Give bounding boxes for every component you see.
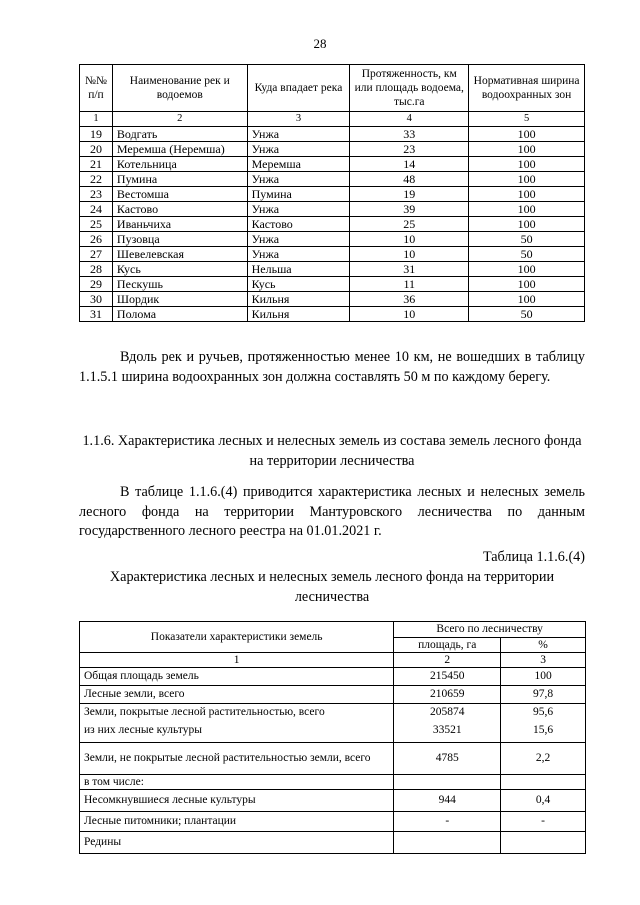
column-numbers-row [80, 653, 586, 668]
table-row [80, 812, 586, 832]
column-numbers-row [80, 112, 585, 127]
row-number: 22 [80, 172, 113, 187]
table-row [80, 202, 585, 217]
header-flows-into: Куда впадает река [247, 65, 350, 112]
indicator-label: Общая площадь земель [80, 668, 394, 686]
table-row [80, 172, 585, 187]
length-value: 48 [350, 172, 469, 187]
area-value: 210659 [394, 686, 501, 704]
page-number: 28 [313, 36, 327, 51]
length-value: 36 [350, 292, 469, 307]
table-row [80, 307, 585, 322]
percent-value: 95,6 [533, 706, 554, 718]
percent-value [501, 775, 586, 790]
row-number: 24 [80, 202, 113, 217]
river-name: Вестомша [112, 187, 247, 202]
percent-value: 2,2 [501, 743, 586, 775]
row-number: 27 [80, 247, 113, 262]
indicator-label-group [80, 704, 394, 743]
zone-width-value: 100 [469, 277, 585, 292]
zone-width-value: 50 [469, 307, 585, 322]
lands-table [79, 621, 586, 854]
paragraph-water-zones: Вдоль рек и ручьев, протяженностью менее 10 км, не вошедших в таблицу 1.1.5.1 ширина водоохранных зон должна составлять 50 м по каждому берегу. [79, 349, 585, 385]
flows-into: Кусь [247, 277, 350, 292]
indicator-label: Лесные питомники; плантации [80, 812, 394, 832]
row-number: 23 [80, 187, 113, 202]
flows-into: Кильня [247, 292, 350, 307]
percent-value-group [501, 704, 586, 743]
zone-width-value: 50 [469, 247, 585, 262]
table-row [80, 704, 586, 743]
row-number: 28 [80, 262, 113, 277]
row-number: 20 [80, 142, 113, 157]
area-value [394, 832, 501, 854]
column-number: 3 [501, 653, 586, 668]
header-length: Протяженность, км или площадь водоема, тыс.га [350, 65, 469, 112]
river-name: Пузовца [112, 232, 247, 247]
percent-value [501, 832, 586, 854]
area-value: 33521 [432, 724, 462, 736]
row-number: 31 [80, 307, 113, 322]
area-value: 215450 [394, 668, 501, 686]
indicator-label: из них лесные культуры [84, 724, 202, 736]
length-value: 10 [350, 232, 469, 247]
flows-into: Унжа [247, 202, 350, 217]
river-name: Пескушь [112, 277, 247, 292]
flows-into: Унжа [247, 127, 350, 142]
table-row [80, 247, 585, 262]
row-number: 21 [80, 157, 113, 172]
indicator-label: в том числе: [80, 775, 394, 790]
column-number: 4 [350, 112, 469, 127]
column-number: 2 [112, 112, 247, 127]
length-value: 31 [350, 262, 469, 277]
percent-value: - [501, 812, 586, 832]
zone-width-value: 100 [469, 172, 585, 187]
table-row [80, 232, 585, 247]
river-name: Пумина [112, 172, 247, 187]
river-name: Котельница [112, 157, 247, 172]
length-value: 39 [350, 202, 469, 217]
percent-value: 15,6 [533, 724, 554, 736]
zone-width-value: 100 [469, 157, 585, 172]
area-value [394, 775, 501, 790]
row-number: 30 [80, 292, 113, 307]
river-name: Иваньчиха [112, 217, 247, 232]
flows-into: Унжа [247, 232, 350, 247]
indicator-label: Несомкнувшиеся лесные культуры [80, 790, 394, 812]
indicator-label: Редины [80, 832, 394, 854]
table-row [80, 262, 585, 277]
zone-width-value: 50 [469, 232, 585, 247]
length-value: 14 [350, 157, 469, 172]
zone-width-value: 100 [469, 292, 585, 307]
indicator-label: Земли, не покрытые лесной растительностью земли, всего [80, 743, 394, 775]
area-value: 944 [394, 790, 501, 812]
flows-into: Пумина [247, 187, 350, 202]
percent-value: 0,4 [501, 790, 586, 812]
river-name: Меремша (Неремша) [112, 142, 247, 157]
table-row [80, 743, 586, 775]
table-row [80, 668, 586, 686]
table-row [80, 292, 585, 307]
header-percent: % [501, 638, 586, 653]
flows-into: Унжа [247, 247, 350, 262]
column-number: 1 [80, 112, 113, 127]
row-number: 29 [80, 277, 113, 292]
area-value-group [394, 704, 501, 743]
area-value: 205874 [429, 706, 465, 718]
river-name: Кусь [112, 262, 247, 277]
paragraph-table-intro: В таблице 1.1.6.(4) приводится характеристика лесных и нелесных земель лесного фонда на территории Мантуровского лесничества по данным государственного лесного реестра на 01.01.2021 г. [79, 484, 585, 539]
river-name: Кастово [112, 202, 247, 217]
flows-into: Унжа [247, 142, 350, 157]
length-value: 33 [350, 127, 469, 142]
table-label: Таблица 1.1.6.(4) [482, 549, 585, 565]
header-indicator: Показатели характеристики земель [80, 622, 394, 653]
table-row [80, 775, 586, 790]
table-row [80, 217, 585, 232]
table-row [80, 686, 586, 704]
percent-value: 97,8 [501, 686, 586, 704]
table-row [80, 127, 585, 142]
header-number: №№ п/п [80, 65, 113, 112]
length-value: 23 [350, 142, 469, 157]
section-heading: 1.1.6. Характеристика лесных и нелесных земель из состава земель лесного фонда на территории лесничества [82, 433, 582, 469]
indicator-label: Земли, покрытые лесной растительностью, всего [84, 706, 325, 718]
length-value: 10 [350, 247, 469, 262]
flows-into: Нельша [247, 262, 350, 277]
percent-value: 100 [501, 668, 586, 686]
header-total: Всего по лесничеству [394, 622, 586, 638]
length-value: 11 [350, 277, 469, 292]
area-value: - [394, 812, 501, 832]
row-number: 19 [80, 127, 113, 142]
area-value: 4785 [394, 743, 501, 775]
row-number: 25 [80, 217, 113, 232]
rivers-table [79, 64, 585, 322]
column-number: 1 [80, 653, 394, 668]
header-river-name: Наименование рек и водоемов [112, 65, 247, 112]
table-row [80, 157, 585, 172]
column-number: 5 [469, 112, 585, 127]
table-row [80, 187, 585, 202]
river-name: Шордик [112, 292, 247, 307]
length-value: 25 [350, 217, 469, 232]
table-row [80, 142, 585, 157]
column-number: 3 [247, 112, 350, 127]
table-row [80, 832, 586, 854]
column-number: 2 [394, 653, 501, 668]
table-title: Характеристика лесных и нелесных земель лесного фонда на территории лесничества [109, 569, 555, 605]
rivers-table-header [80, 65, 585, 112]
header-area: площадь, га [394, 638, 501, 653]
zone-width-value: 100 [469, 217, 585, 232]
length-value: 19 [350, 187, 469, 202]
zone-width-value: 100 [469, 127, 585, 142]
length-value: 10 [350, 307, 469, 322]
flows-into: Кастово [247, 217, 350, 232]
river-name: Водгать [112, 127, 247, 142]
river-name: Полома [112, 307, 247, 322]
zone-width-value: 100 [469, 187, 585, 202]
header-zone-width: Нормативная ширина водоохранных зон [469, 65, 585, 112]
row-number: 26 [80, 232, 113, 247]
table-row [80, 790, 586, 812]
zone-width-value: 100 [469, 262, 585, 277]
flows-into: Унжа [247, 172, 350, 187]
table-row [80, 277, 585, 292]
flows-into: Меремша [247, 157, 350, 172]
river-name: Шевелевская [112, 247, 247, 262]
indicator-label: Лесные земли, всего [80, 686, 394, 704]
zone-width-value: 100 [469, 202, 585, 217]
zone-width-value: 100 [469, 142, 585, 157]
flows-into: Кильня [247, 307, 350, 322]
